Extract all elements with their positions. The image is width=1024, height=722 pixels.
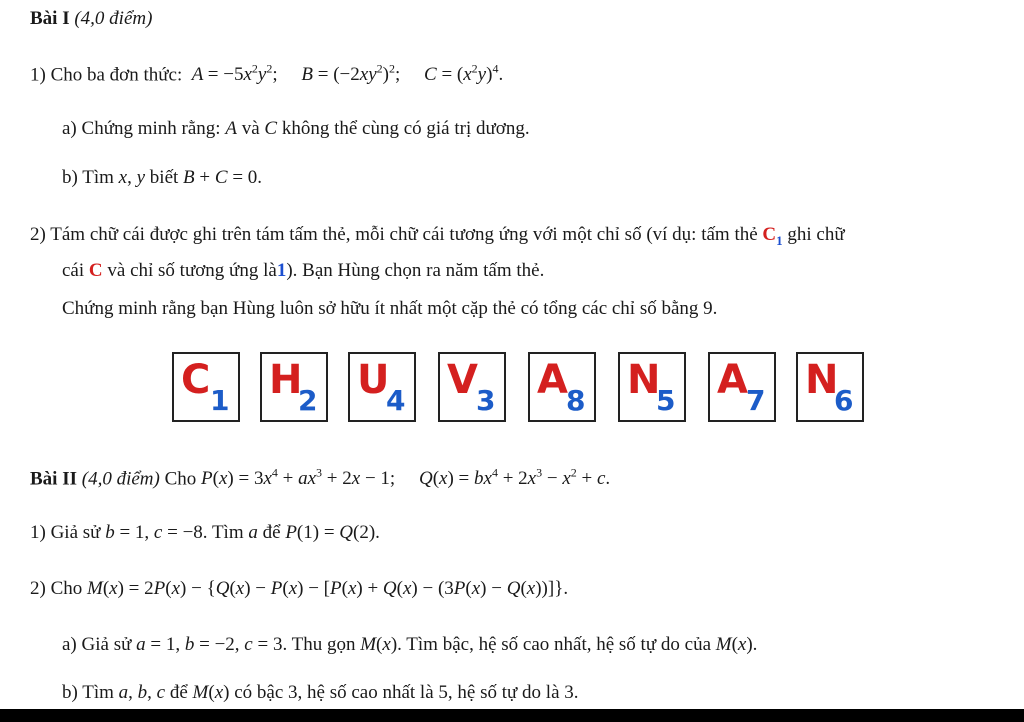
card-8	[796, 352, 864, 422]
formula-B: $B = (-2xy^2)^2$;	[282, 62, 401, 86]
bai2-q2a-text-3: . Tìm bậc, hệ số cao nhất, hệ số tự do của	[397, 634, 712, 655]
bai2-q2b-text-2: để	[169, 682, 188, 703]
q1a-var-A: A	[225, 118, 237, 139]
bai2-q2-number: 2)	[30, 578, 46, 599]
q1b-equation: B + C = 0.	[183, 167, 263, 188]
bai2-q2a-label: a)	[62, 634, 77, 655]
q2-line3: Chứng minh rằng bạn Hùng luôn sở hữu ít nhất một cặp thẻ có tổng các chỉ số bằng 9.	[62, 298, 718, 319]
bai2-q2a-values: a = 1, b = −2, c = 3	[136, 634, 283, 655]
bai1-title: Bài I	[30, 8, 70, 29]
q2-line2-num: 1	[276, 260, 287, 281]
bai2-points: (4,0 điểm)	[81, 468, 160, 490]
q2-number: 2)	[30, 224, 46, 245]
q2-line1	[30, 224, 845, 249]
card-letter: N	[627, 357, 661, 403]
q1a-label: a)	[62, 118, 77, 139]
card-number: 8	[566, 384, 586, 417]
card-6	[618, 352, 686, 422]
q2-line2-text-2: và chỉ số tương ứng là	[107, 260, 277, 281]
bai2-q2b-text-3: có bậc 3, hệ số cao nhất là 5, hệ số tự do là 3.	[234, 682, 579, 703]
bai2-q2b-vars: a, b, c	[118, 682, 166, 703]
card-3	[348, 352, 416, 422]
bai2-q2a-M2: M(x).	[715, 634, 758, 655]
card-number: 3	[476, 384, 496, 417]
q1b-text-2: biết	[149, 167, 179, 188]
card-5	[528, 352, 596, 422]
card-7	[708, 352, 776, 422]
bai2-q2-text: Cho	[50, 578, 83, 599]
bai2-q2a-M: M(x)	[360, 634, 398, 655]
card-letter: A	[717, 357, 748, 403]
bai2-q2b	[62, 682, 579, 704]
bai2-q2b-M: M(x)	[192, 682, 230, 703]
q2-example-card: $C_1$	[762, 224, 783, 248]
bai2-q1-values: b = 1, c = −8	[105, 522, 203, 543]
card-number: 6	[834, 384, 854, 417]
q1-text: Cho ba đơn thức:	[50, 64, 183, 86]
q1a-text-1: Chứng minh rằng:	[81, 118, 221, 139]
card-letter: V	[447, 357, 478, 403]
formula-P: $P(x) = 3x^4 + ax^3 + 2x - 1$;	[201, 466, 396, 490]
bai2-q1-var-a: a	[248, 522, 258, 543]
card-letter: N	[805, 357, 839, 403]
formula-Q: $Q(x) = bx^4 + 2x^3 - x^2 + c$.	[399, 466, 611, 490]
q2-line2	[62, 260, 544, 282]
card-letter: A	[537, 357, 568, 403]
bai2-q1-text-3: để	[262, 522, 281, 543]
card-2	[260, 352, 328, 422]
bai2-text: Cho	[164, 468, 197, 490]
q2-line2-letter: C	[88, 260, 103, 281]
card-number: 7	[746, 384, 766, 417]
bai2-q1-text-1: Giả sử	[50, 522, 101, 543]
card-4	[438, 352, 506, 422]
formula-M: M(x) = 2P(x) − {Q(x) − P(x) − [P(x) + Q(x) − (3P(x) − Q(x))]}.	[87, 578, 569, 599]
bai2-q2b-label: b)	[62, 682, 78, 703]
card-1	[172, 352, 240, 422]
bai2-q2	[30, 578, 568, 600]
q1b-text-1: Tìm	[82, 167, 114, 188]
formula-A: $A = -5x^2y^2$;	[187, 62, 278, 86]
bai1-heading	[30, 8, 152, 30]
bai2-q1-number: 1)	[30, 522, 46, 543]
bai1-points: (4,0 điểm)	[74, 8, 153, 29]
card-number: 1	[210, 384, 230, 417]
q1a-text-3: không thể cùng có giá trị dương.	[281, 118, 530, 139]
q1-statement	[30, 62, 503, 86]
q1a-var-C: C	[264, 118, 278, 139]
bai2-heading	[30, 466, 610, 490]
bai2-q2a-text-1: Giả sử	[81, 634, 132, 655]
q1-number: 1)	[30, 64, 46, 86]
q2-line2-text-1: cái	[62, 260, 85, 281]
q2-line2-text-3: ). Bạn Hùng chọn ra năm tấm thẻ.	[286, 260, 545, 281]
q1a-text-2: và	[241, 118, 260, 139]
bai2-q2a-text-2: . Thu gọn	[282, 634, 356, 655]
q1a	[62, 118, 530, 140]
card-letter: H	[269, 357, 303, 403]
bai2-q2b-text-1: Tìm	[82, 682, 114, 703]
q2-text-1: Tám chữ cái được ghi trên tám tấm thẻ, mỗi chữ cái tương ứng với một chỉ số (ví dụ: tấm thẻ	[50, 224, 758, 245]
card-number: 2	[298, 384, 318, 417]
card-number: 4	[386, 384, 406, 417]
card-letter: C	[181, 357, 211, 403]
card-letter: U	[357, 357, 390, 403]
q2-text-2: ghi chữ	[787, 224, 845, 245]
bai2-q2a	[62, 634, 757, 656]
bai2-title: Bài II	[30, 468, 77, 490]
q1b-vars: x, y	[118, 167, 146, 188]
card-number: 5	[656, 384, 676, 417]
q1b	[62, 167, 262, 189]
bai2-q1-equation: P(1) = Q(2).	[285, 522, 380, 543]
formula-C: $C = (x^2y)^4$.	[405, 62, 504, 86]
bai2-q1-text-2: . Tìm	[202, 522, 244, 543]
q1b-label: b)	[62, 167, 78, 188]
bai2-q1	[30, 522, 380, 544]
bottom-bar	[0, 709, 1024, 722]
